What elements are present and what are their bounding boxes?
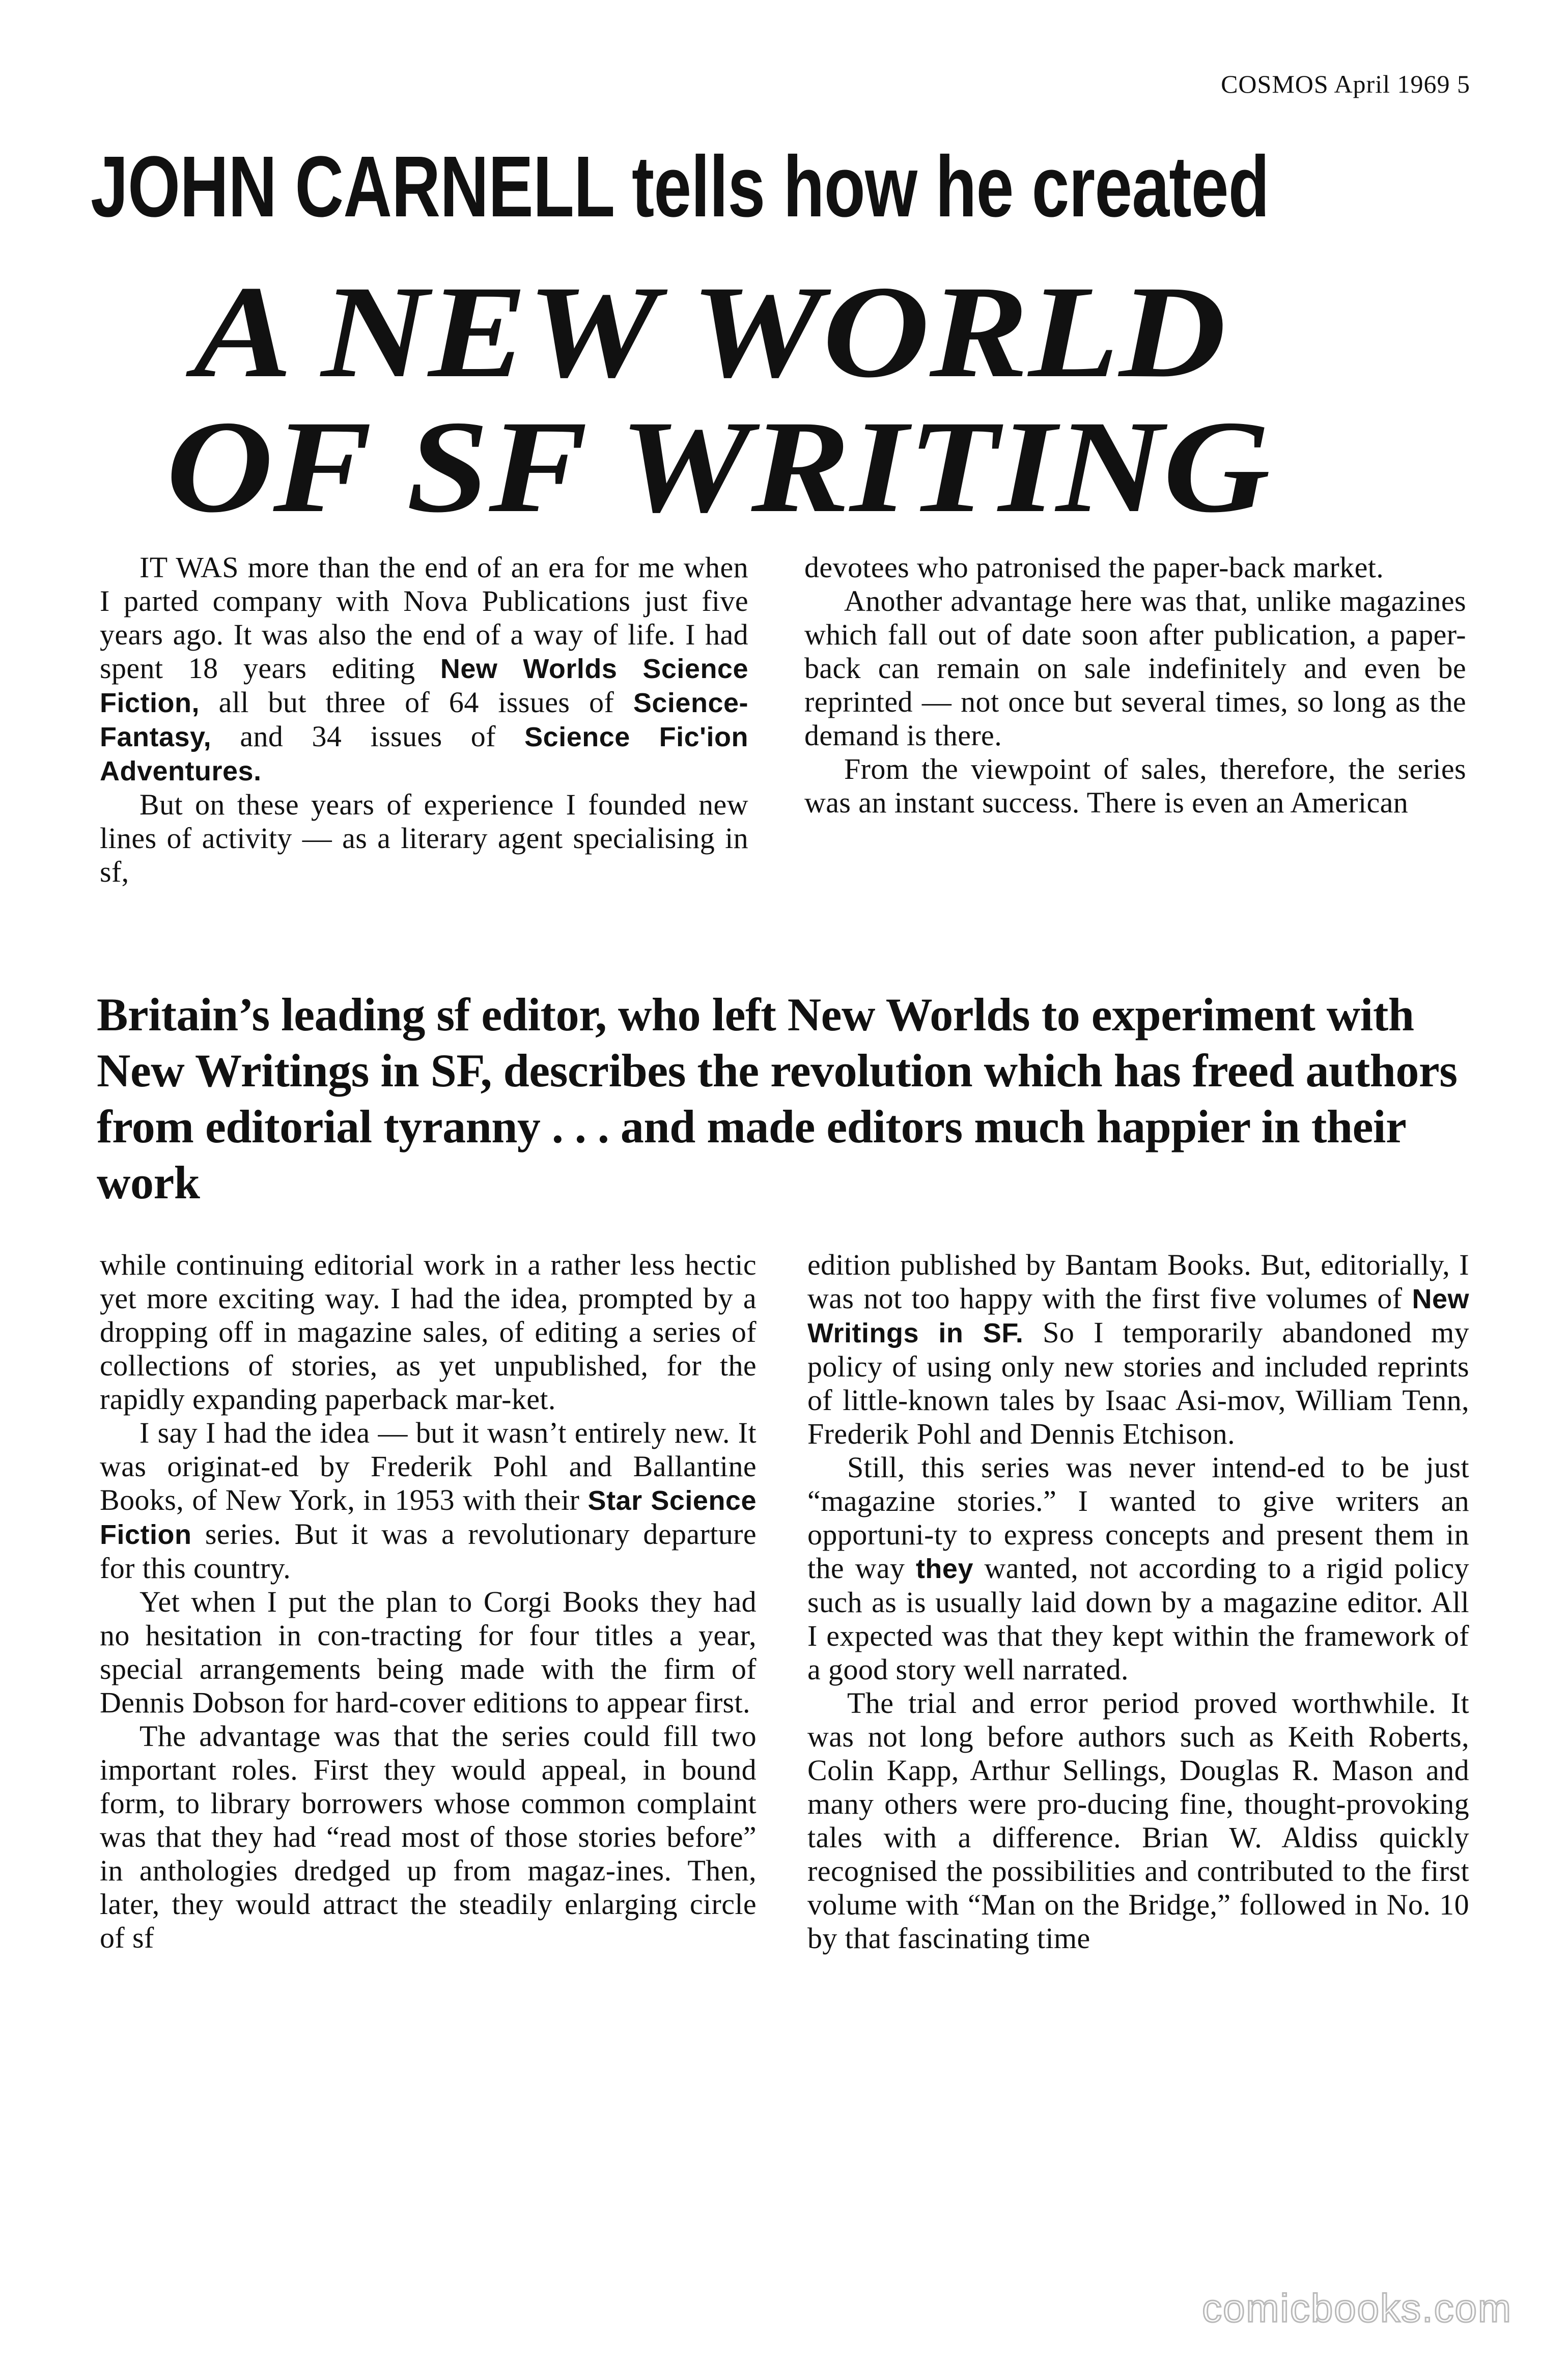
article-paragraph: From the viewpoint of sales, therefore, the series was an instant success. There is even an American [804, 752, 1466, 819]
magazine-title: New Worlds Science Fiction, [100, 654, 748, 718]
article-paragraph: while continuing editorial work in a rather less hectic yet more exciting way. I had the idea, prompted by a dropping off in magazine sales, of editing a series of collections of stories, as yet unpublished, for the rapidly expanding paperback mar-ket. [100, 1248, 757, 1416]
article-column-2-bottom [807, 1248, 1469, 1955]
article-paragraph: The advantage was that the series could fill two important roles. First they would appeal, in bound form, to library borrowers whose common complaint was that they had “read most of those stories before” in anthologies dredged up from magaz-ines. Then, later, they would attract the steadily enlarging circle of sf [100, 1720, 757, 1954]
article-paragraph [100, 551, 748, 788]
paragraph-text: edition published by Bantam Books. But, editorially, I was not too happy with the first five volumes of [807, 1248, 1469, 1315]
main-headline-line-2: OF SF WRITING [166, 393, 1271, 540]
book-series-title: New Writings in SF. [807, 1284, 1469, 1348]
article-paragraph [807, 1248, 1469, 1451]
paragraph-text: So I temporarily abandoned my policy of using only new stories and included reprints of little-known tales by Isaac Asi-mov, William Tenn, Frederik Pohl and Dennis Etchison. [807, 1316, 1469, 1450]
book-series-title: Star Science Fiction [100, 1485, 757, 1550]
standfirst: Britain’s leading sf editor, who left New Worlds to experiment with New Writings in SF, describes the revolution which has freed authors from editorial tyranny . . . and made editors much happier in their work [97, 989, 1458, 1208]
article-paragraph: Another advantage here was that, unlike magazines which fall out of date soon after publication, a paper-back can remain on sale indefinitely and even be reprinted — not once but several times, so long as the demand is there. [804, 584, 1466, 752]
watermark-logo: comicbooks.com [1202, 2286, 1512, 2330]
page-folio: COSMOS April 1969 5 [1221, 70, 1470, 98]
magazine-title: Science Fic'ion Adventures. [100, 722, 748, 786]
paragraph-text: wanted, not according to a rigid policy such as is usually laid down by a magazine editor. All I expected was that they kept within the framework of a good story well narrated. [807, 1552, 1469, 1686]
article-paragraph [807, 1451, 1469, 1686]
main-headline-line-1: A NEW WORLD [193, 259, 1226, 405]
article-column-1-bottom [100, 1248, 757, 1955]
article-column-2-top [804, 551, 1466, 820]
article-paragraph: Yet when I put the plan to Corgi Books they had no hesitation in con-tracting for four titles a year, special arrangements being made with the firm of Dennis Dobson for hard-cover editions to appear first. [100, 1585, 757, 1719]
paragraph-text: IT WAS more than the end of an era for me when I parted company with Nova Publications just five years ago. It was also the end of a way of life. I had spent 18 years editing [100, 551, 748, 685]
article-paragraph: The trial and error period proved worthwhile. It was not long before authors such as Keith Roberts, Colin Kapp, Arthur Sellings, Douglas R. Mason and many others were pro-ducing fine, thought-provoking tales with a difference. Brian W. Aldiss quickly recognised the possibilities and contributed to the first volume with “Man on the Bridge,” followed in No. 10 by that fascinating time [807, 1686, 1469, 1955]
paragraph-text: series. But it was a revolutionary departure for this country. [100, 1517, 757, 1585]
main-headline [166, 259, 1562, 540]
paragraph-text: all but three of 64 issues of [199, 686, 633, 719]
byline-headline: JOHN CARNELL tells how he created [91, 138, 1269, 235]
article-paragraph: devotees who patronised the paper-back market. [804, 551, 1384, 584]
magazine-title: Science-Fantasy, [100, 688, 748, 752]
article-paragraph [100, 1416, 757, 1585]
article-column-1-top [100, 551, 748, 889]
paragraph-text: I say I had the idea — but it wasn’t entirely new. It was originat-ed by Frederik Pohl and Ballantine Books, of New York, in 1953 with their [100, 1416, 757, 1516]
paragraph-text: Still, this series was never intend-ed to be just “magazine stories.” I wanted to give writers an opportuni-ty to express concepts and present them in the way [807, 1451, 1469, 1585]
article-paragraph: But on these years of experience I founded new lines of activity — as a literary agent specialising in sf, [100, 788, 748, 888]
emphasis-word: they [915, 1554, 973, 1584]
paragraph-text: and 34 issues of [211, 720, 525, 753]
